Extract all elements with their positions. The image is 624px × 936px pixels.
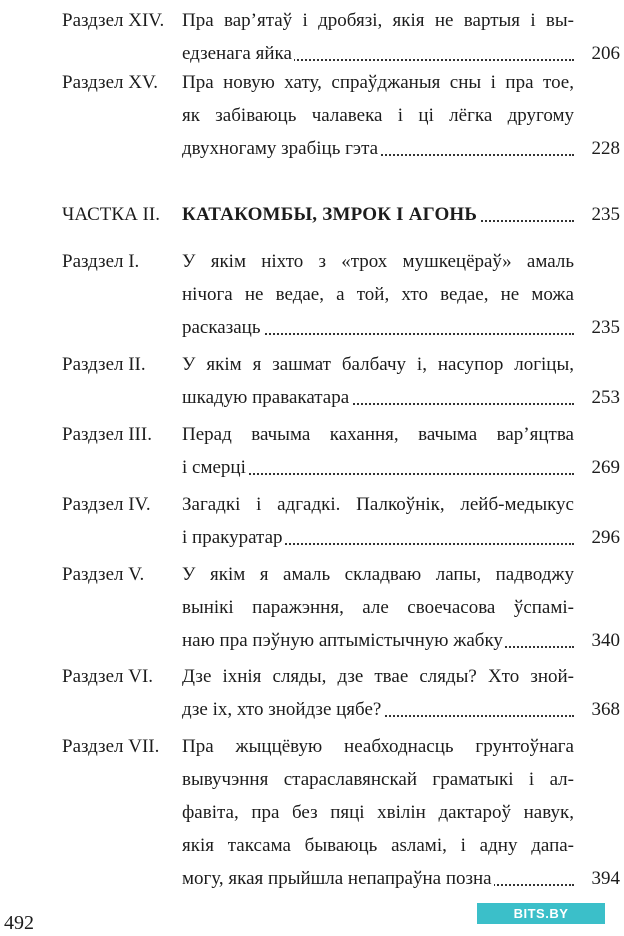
title-line: Пра вар’ятаў і дробязі, якія не вартыя і вы-: [182, 10, 574, 31]
title-line: і пракуратар: [182, 521, 574, 554]
page-number: 228: [591, 138, 620, 159]
chapter-title: [182, 348, 574, 414]
page-number: 253: [591, 387, 620, 408]
title-line: КАТАКОМБЫ, ЗМРОК І АГОНЬ: [182, 198, 574, 231]
chapter-title: [182, 730, 574, 895]
title-line: дзе іх, хто знойдзе цябе?: [182, 693, 574, 726]
title-line: Дзе іхнія сляды, дзе твае сляды? Хто зной-: [182, 666, 574, 687]
title-line: едзенага яйка: [182, 37, 574, 70]
page-number: 394: [591, 868, 620, 889]
title-line: нічога не ведае, а той, хто ведае, не можа: [182, 284, 574, 305]
chapter-label: Раздзел XV.: [62, 72, 158, 93]
title-line: Загадкі і адгадкі. Палкоўнік, лейб-медыкус: [182, 494, 574, 515]
page-number: 206: [591, 43, 620, 64]
chapter-label: Раздзел VI.: [62, 666, 154, 687]
title-line: Пра жыццёвую неабходнасць грунтоўнага: [182, 736, 574, 757]
part-label: ЧАСТКА II.: [62, 204, 160, 225]
chapter-label: Раздзел V.: [62, 564, 145, 585]
title-line: вывучэння старaславянскай граматыкі і ал-: [182, 769, 574, 790]
title-line: У якім ніхто з «трох мушкецёраў» амаль: [182, 251, 574, 272]
page-number: 235: [591, 317, 620, 338]
title-line: двухногаму зрабіць гэта: [182, 132, 574, 165]
chapter-label: Раздзел I.: [62, 251, 140, 272]
title-line: як забіваюць чалавека і ці лёгка другому: [182, 105, 574, 126]
title-line: якія таксама бываюць asламі, і адну дапа-: [182, 835, 574, 856]
title-line: фавіта, пра без пяці хвілін дактароў навук,: [182, 802, 574, 823]
title-line: Пра новую хату, спраўджаныя сны і пра тое,: [182, 72, 574, 93]
chapter-title: [182, 66, 574, 165]
page-number: 235: [591, 204, 620, 225]
publisher-logo: BIТS.BY: [477, 903, 605, 924]
chapter-title: [182, 488, 574, 554]
page-number: 296: [591, 527, 620, 548]
title-line: вынікі паражэння, але своечасова ўспамі-: [182, 597, 574, 618]
title-line: шкадую правакатара: [182, 381, 574, 414]
title-line: У якім я зашмат балбачу і, насупор логіцы,: [182, 354, 574, 375]
chapter-title: [182, 4, 574, 70]
page-folio-number: 492: [4, 912, 34, 934]
title-line: У якім я амаль складваю лапы, падводжу: [182, 564, 574, 585]
chapter-label: Раздзел II.: [62, 354, 146, 375]
title-line: і смерці: [182, 451, 574, 484]
chapter-title: [182, 660, 574, 726]
title-line: наю пра пэўную аптымістычную жабку: [182, 624, 574, 657]
chapter-label: Раздзел IV.: [62, 494, 151, 515]
chapter-title: [182, 245, 574, 344]
page-number: 368: [591, 699, 620, 720]
chapter-label: Раздзел VII.: [62, 736, 160, 757]
title-line: могу, якая прыйшла непапраўна позна: [182, 862, 574, 895]
chapter-label: Раздзел XIV.: [62, 10, 165, 31]
part-title: [182, 198, 574, 231]
page-number: 340: [591, 630, 620, 651]
title-line: Перад вачыма кахання, вачыма вар’яцтва: [182, 424, 574, 445]
chapter-title: [182, 418, 574, 484]
chapter-label: Раздзел III.: [62, 424, 152, 445]
page-number: 269: [591, 457, 620, 478]
title-line: расказаць: [182, 311, 574, 344]
chapter-title: [182, 558, 574, 657]
